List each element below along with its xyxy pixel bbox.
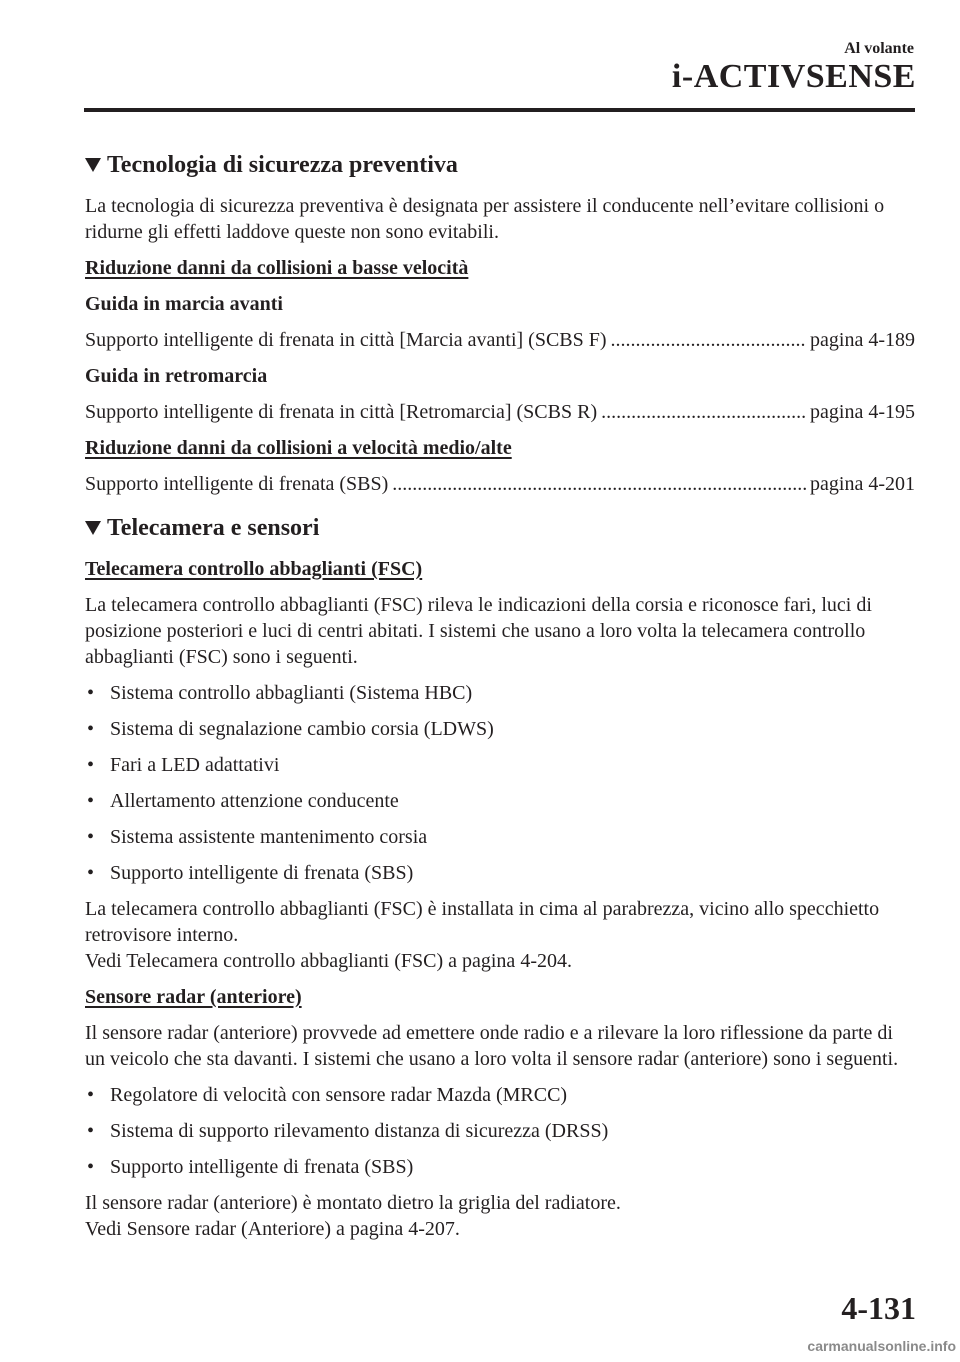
label-forward: Guida in marcia avanti xyxy=(85,293,283,315)
bullet-icon: • xyxy=(87,826,95,848)
bullet-icon: • xyxy=(87,1084,95,1106)
header-rule xyxy=(84,108,915,112)
page-link[interactable]: pagina 4-195 xyxy=(810,401,915,423)
list-item: • Sistema di supporto rilevamento distanza di sicurezza (DRSS) xyxy=(87,1120,609,1142)
bullet-icon: • xyxy=(87,718,95,740)
radar-intro: Il sensore radar (anteriore) provvede ad emettere onde radio e a rilevare la loro riflessione da parte di un veicolo che sta davanti. I sistemi che usano a loro volta il sensore radar (anteriore) sono i seguenti. xyxy=(85,1022,899,1070)
list-item: • Sistema di segnalazione cambio corsia (LDWS) xyxy=(87,718,494,740)
fsc-systems-list xyxy=(85,680,915,886)
section-heading-sensors: Telecamera e sensori xyxy=(85,515,915,541)
list-item: • Allertamento attenzione conducente xyxy=(87,790,399,812)
ref-scbs-f: Supporto intelligente di frenata in città [Marcia avanti] (SCBS F) ..... pagina 4-189 xyxy=(85,327,915,353)
label-reverse: Guida in retromarcia xyxy=(85,365,268,387)
page-content xyxy=(85,152,915,1252)
subheading-radar: Sensore radar (anteriore) xyxy=(85,986,302,1008)
page-link[interactable]: pagina 4-189 xyxy=(810,329,915,351)
page-title: i-ACTIVSENSE xyxy=(671,58,916,95)
list-item: • Sistema assistente mantenimento corsia xyxy=(87,826,428,848)
fsc-note: La telecamera controllo abbaglianti (FSC) è installata in cima al parabrezza, vicino allo specchietto retrovisore interno. Vedi Telecamera controllo abbaglianti (FSC) a pagina 4-204. xyxy=(85,898,880,972)
ref-scbs-r: Supporto intelligente di frenata in città [Retromarcia] (SCBS R) ..... pagina 4-195 xyxy=(85,399,915,425)
subheading-fsc: Telecamera controllo abbaglianti (FSC) xyxy=(85,558,423,580)
preventive-intro: La tecnologia di sicurezza preventiva è designata per assistere il conducente nell’evitare collisioni o ridurne gli effetti laddove queste non sono evitabili. xyxy=(85,195,885,243)
list-item: • Sistema controllo abbaglianti (Sistema HBC) xyxy=(87,682,473,704)
page-number: 4-131 xyxy=(841,1290,916,1326)
list-item: • Supporto intelligente di frenata (SBS) xyxy=(87,1156,414,1178)
subheading-low-speed: Riduzione danni da collisioni a basse velocità xyxy=(85,257,469,279)
radar-note: Il sensore radar (anteriore) è montato dietro la griglia del radiatore. Vedi Sensore radar (Anteriore) a pagina 4-207. xyxy=(85,1192,621,1240)
ref-sbs: Supporto intelligente di frenata (SBS) ..... pagina 4-201 xyxy=(85,471,915,497)
bullet-icon: • xyxy=(87,790,95,812)
chapter-label: Al volante xyxy=(844,40,914,57)
watermark: carmanualsonline.info xyxy=(807,1338,956,1354)
subheading-high-speed: Riduzione danni da collisioni a velocità medio/alte xyxy=(85,437,512,459)
bullet-icon: • xyxy=(87,682,95,704)
triangle-down-icon xyxy=(85,158,101,172)
list-item: • Supporto intelligente di frenata (SBS) xyxy=(87,862,414,884)
page-link[interactable]: pagina 4-201 xyxy=(810,473,915,495)
radar-systems-list xyxy=(85,1082,915,1180)
bullet-icon: • xyxy=(87,1120,95,1142)
bullet-icon: • xyxy=(87,754,95,776)
list-item: • Fari a LED adattativi xyxy=(87,754,280,776)
fsc-intro: La telecamera controllo abbaglianti (FSC) rileva le indicazioni della corsia e riconosce fari, luci di posizione posteriori e luci di centri abitati. I sistemi che usano a loro volta la telecamera controllo abbaglianti (FSC) sono i seguenti. xyxy=(85,594,872,668)
list-item: • Regolatore di velocità con sensore radar Mazda (MRCC) xyxy=(87,1084,568,1106)
section-heading-preventive: Tecnologia di sicurezza preventiva xyxy=(85,152,915,178)
triangle-down-icon xyxy=(85,521,101,535)
bullet-icon: • xyxy=(87,1156,95,1178)
bullet-icon: • xyxy=(87,862,95,884)
